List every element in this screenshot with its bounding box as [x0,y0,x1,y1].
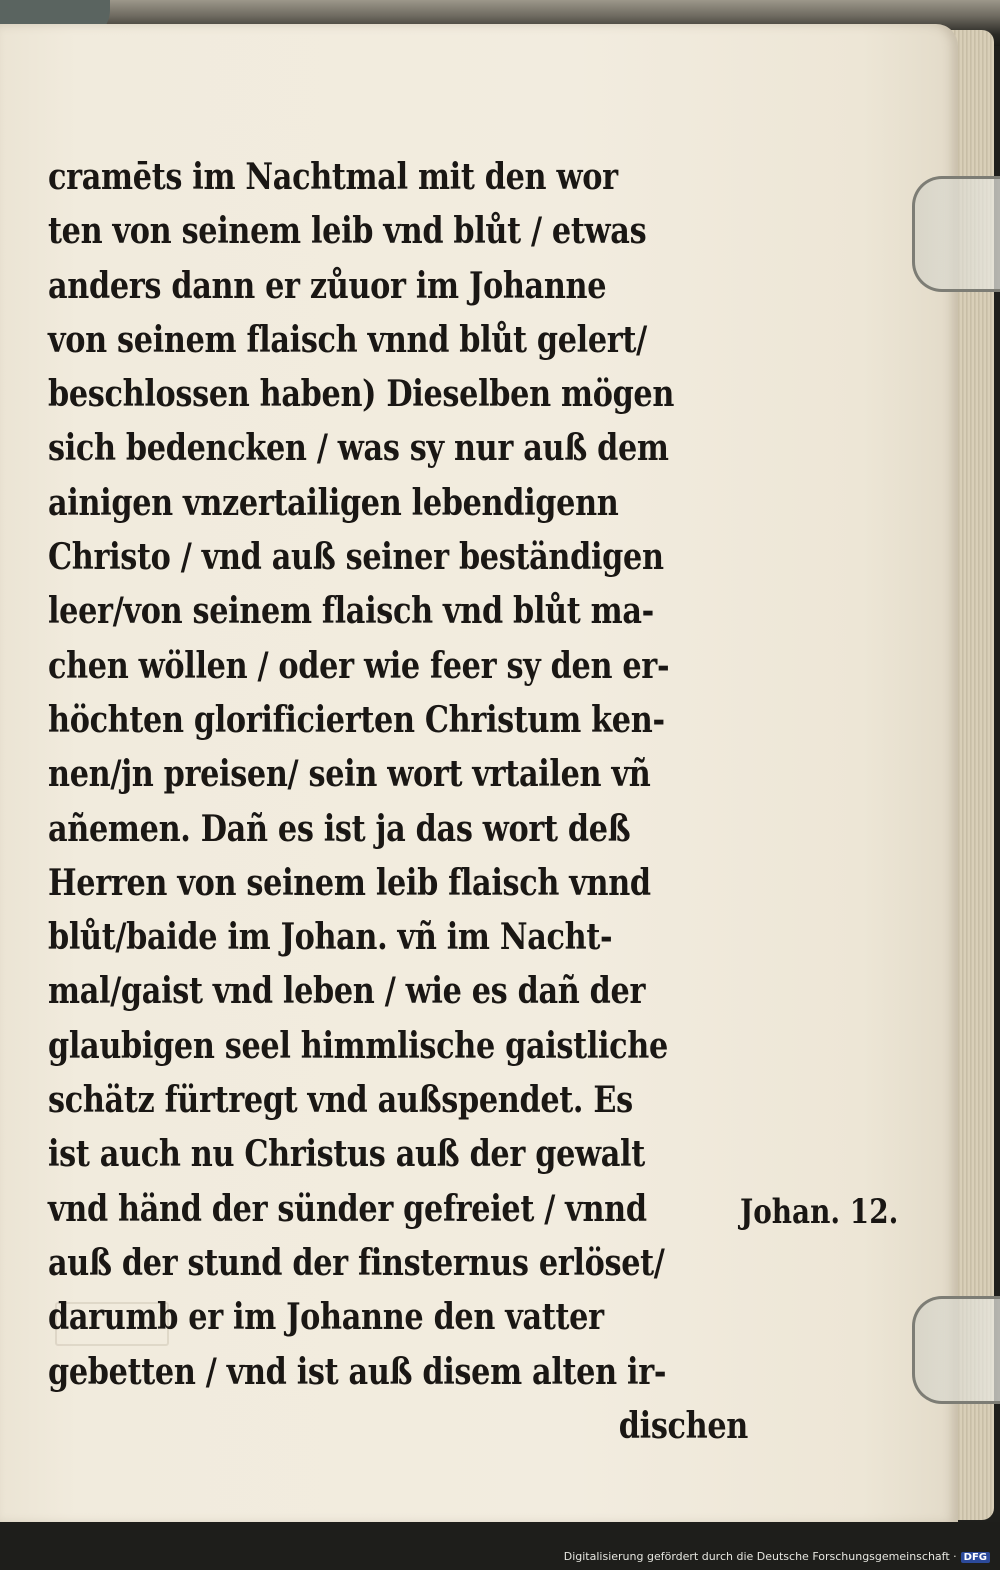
text-line: beschlossen haben) Dieselben mögen [48,372,675,416]
text-line: cramēts im Nachtmal mit den wor [48,155,618,198]
text-line: von seinem flaisch vnnd blůt gelert/ [48,317,647,361]
text-line: sich bedencken / was sy nur auß dem [48,426,669,470]
credit-text: Digitalisierung gefördert durch die Deutsche Forschungsgemeinschaft · [563,1550,957,1563]
text-line: chen wöllen / oder wie feer sy den er- [48,643,670,687]
text-line: añemen. Dañ es ist ja das wort deß [48,806,631,850]
text-line: leer/von seinem flaisch vnd blůt ma- [48,589,654,633]
text-line: Herren von seinem leib flaisch vnnd [48,860,651,904]
text-line: anders dann er zůuor im Johanne [48,263,607,307]
text-line: ainigen vnzertailigen lebendigenn [48,480,619,524]
text-line: blůt/baide im Johan. vñ im Nacht- [48,915,613,959]
dfg-logo: DFG [961,1552,990,1563]
text-line: mal/gaist vnd leben / wie es dañ der [48,969,646,1013]
text-line: vnd händ der sünder gefreiet / vnnd [48,1186,647,1230]
text-line: dischen [618,1403,748,1447]
text-line: höchten glorificierten Christum ken- [48,697,665,741]
text-line: auß der stund der finsternus erlöset/ [48,1240,665,1284]
text-line: gebetten / vnd ist auß disem alten ir- [48,1349,667,1393]
text-line: ten von seinem leib vnd blůt / etwas [48,209,647,253]
page-clip-top [912,176,1000,292]
marginal-note: Johan. 12. [740,1192,899,1232]
digitization-credit [564,1550,990,1563]
body-text [48,150,748,1453]
text-line: schätz fürtregt vnd außspendet. Es [48,1078,633,1122]
text-line: darumb er im Johanne den vatter [48,1295,604,1339]
text-line: nen/jn preisen/ sein wort vrtailen vñ [48,752,651,796]
text-line: glaubigen seel himmlische gaistliche [48,1023,668,1067]
text-line: ist auch nu Christus auß der gewalt [48,1132,645,1176]
page-clip-bottom [912,1296,1000,1404]
text-line: Christo / vnd auß seiner beständigen [48,535,664,579]
